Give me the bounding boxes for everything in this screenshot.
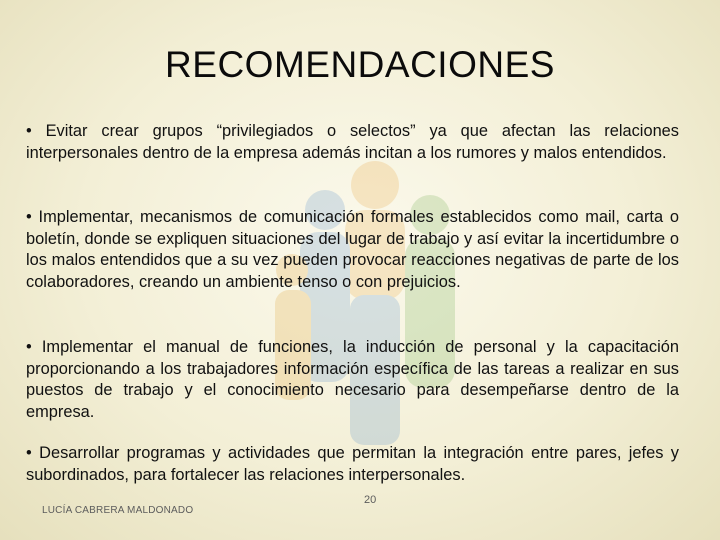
recommendation-paragraph: • Implementar, mecanismos de comunicación formales establecidos como mail, carta o boletín, donde se expliquen situaciones del lugar de trabajo y así evitar la incertidumbre o los malos entendidos que a su vez pueden provocar reacciones negativas de parte de los colaboradores, creando un ambiente tenso o con prejuicios.	[26, 208, 679, 291]
footer-author: LUCÍA CABRERA MALDONADO	[42, 505, 194, 516]
recommendation-paragraph: • Desarrollar programas y actividades que permitan la integración entre pares, jefes y subordinados, para fortalecer las relaciones interpersonales.	[26, 444, 679, 484]
page-number: 20	[364, 494, 377, 506]
slide-title: RECOMENDACIONES	[165, 44, 555, 85]
recommendation-paragraph: • Implementar el manual de funciones, la inducción de personal y la capacitación proporcionando a los trabajadores información específica de las tareas a realizar en sus puestos de trabajo y el conocimiento necesario para desempeñarse dentro de la empresa.	[26, 338, 679, 421]
recommendation-paragraph: • Evitar crear grupos “privilegiados o selectos” ya que afectan las relaciones interpersonales dentro de la empresa además incitan a los rumores y malos entendidos.	[26, 122, 679, 162]
